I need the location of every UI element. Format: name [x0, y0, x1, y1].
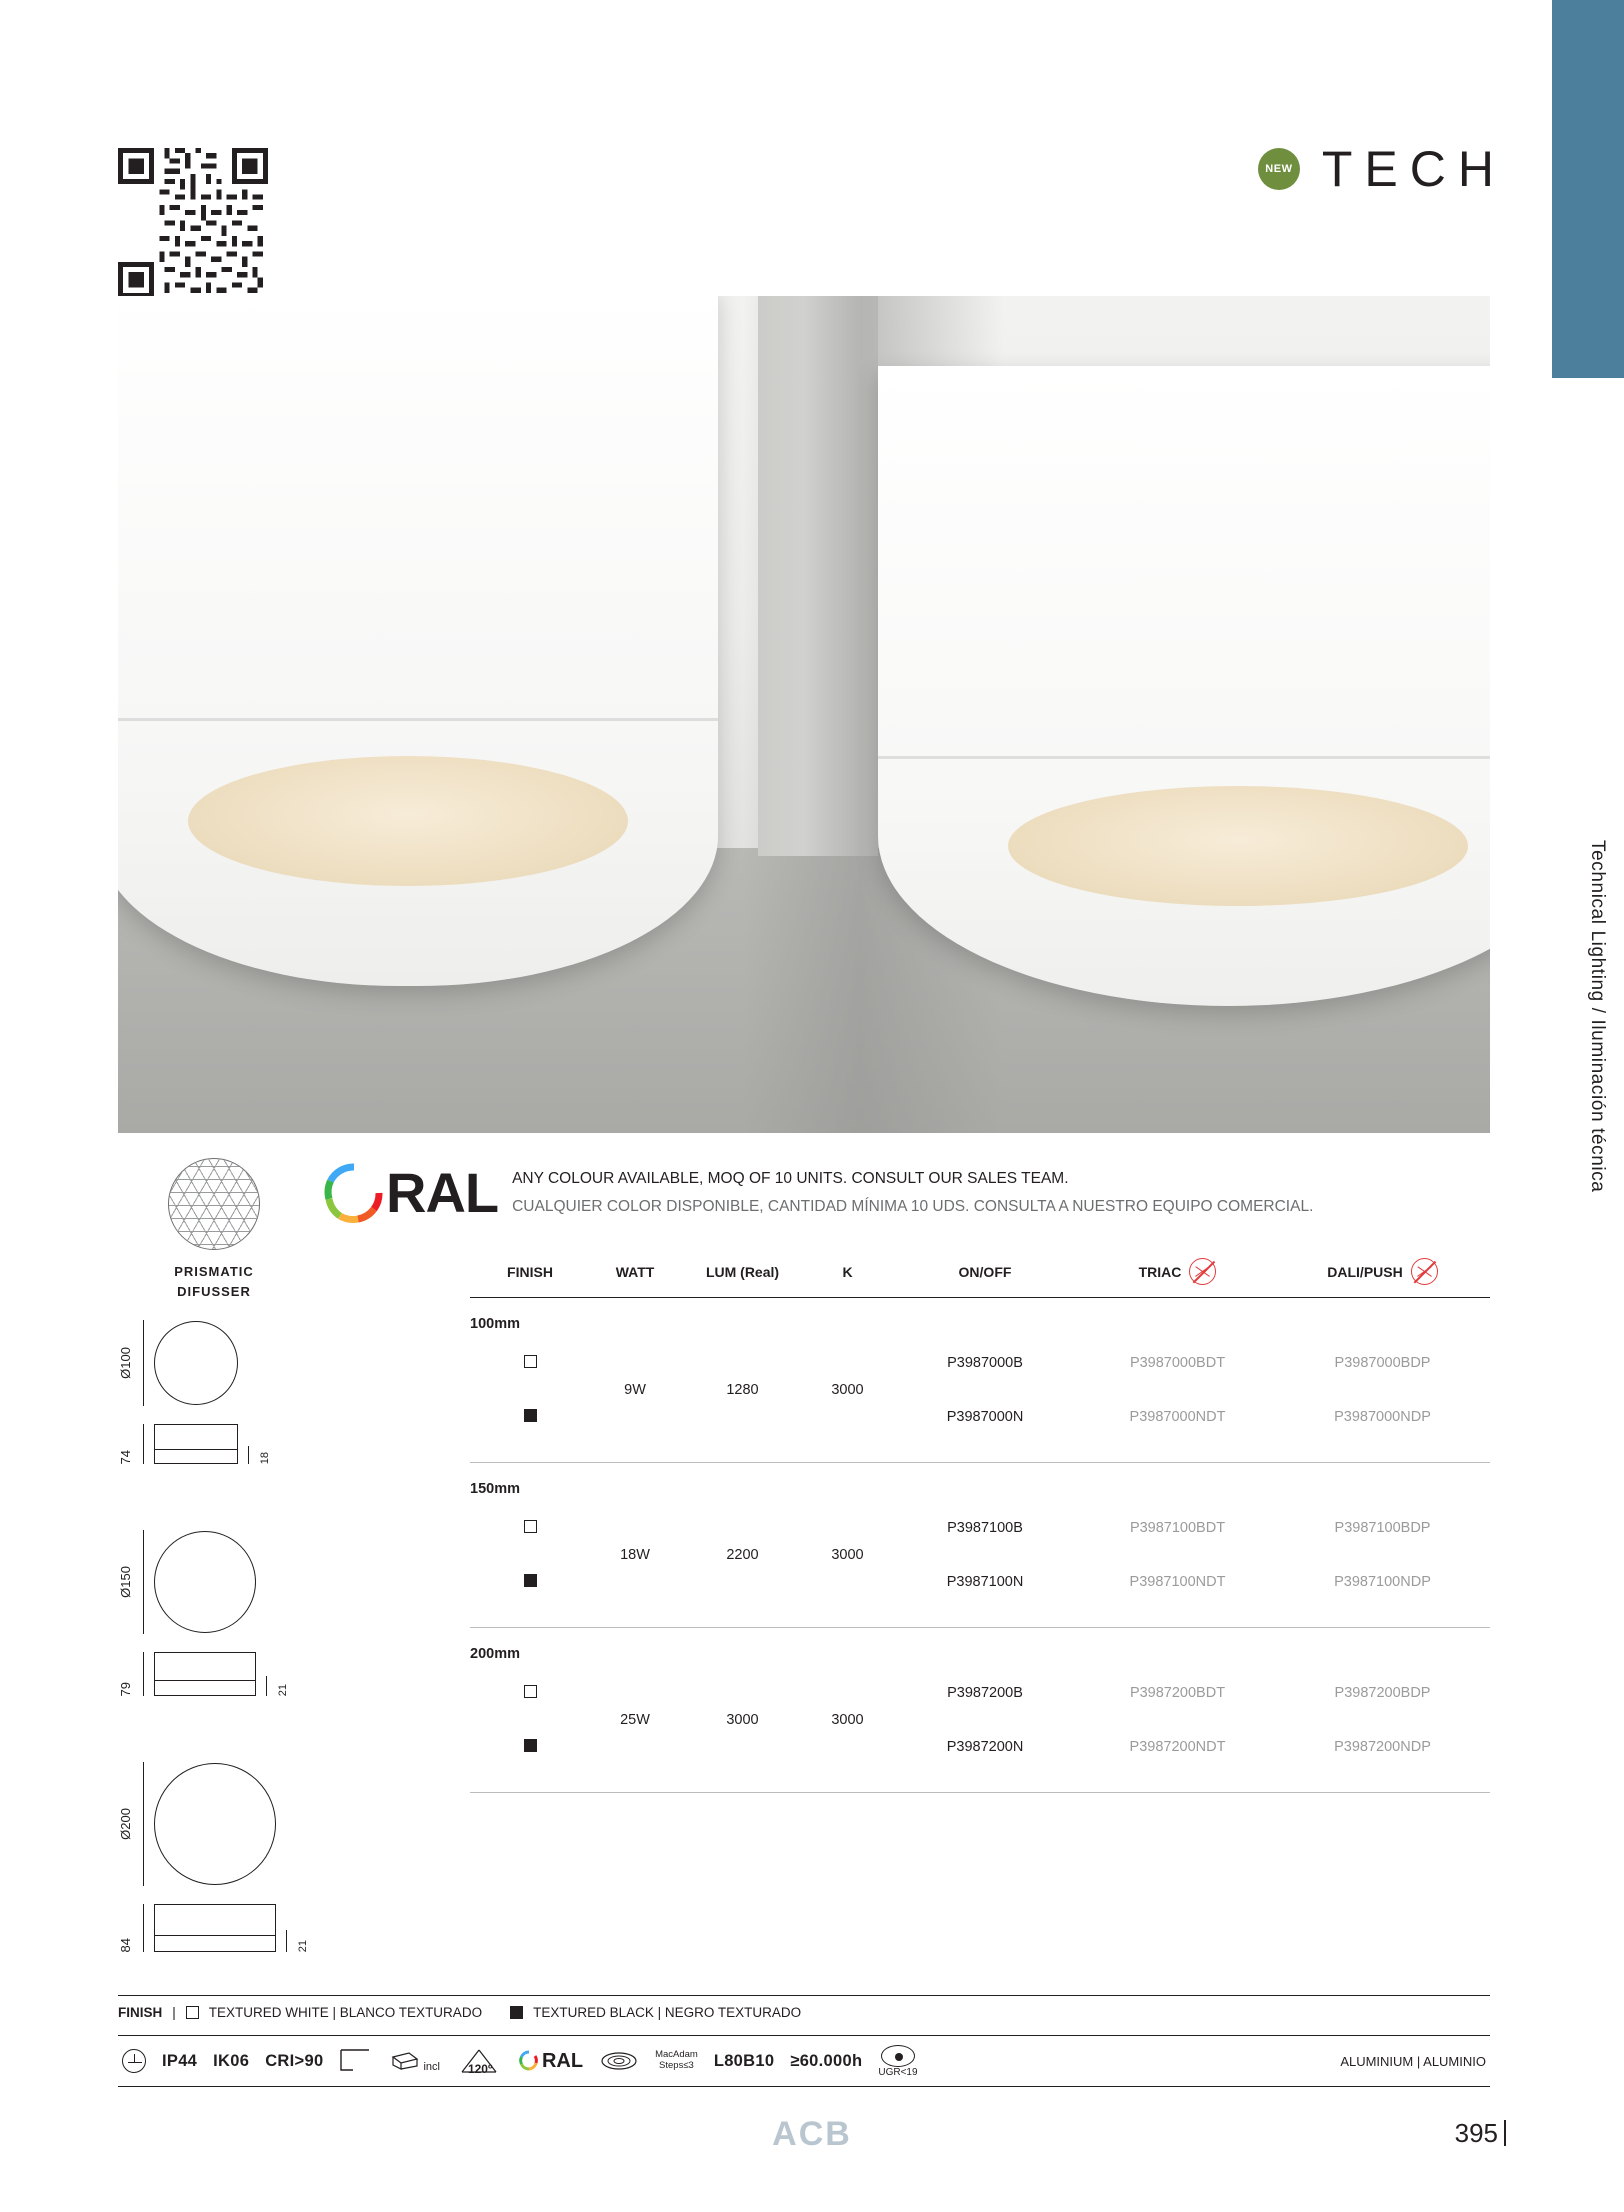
k-100: 3000 [831, 1382, 864, 1398]
finish-swatch-open [470, 1685, 590, 1702]
dim-top-view-150 [154, 1531, 256, 1633]
side-section-label: Technical Lighting / Iluminación técnica [1587, 840, 1608, 1193]
dimension-group-200 [118, 1762, 448, 1952]
no-dali-icon [1411, 1258, 1438, 1285]
page-header [1258, 140, 1506, 198]
dim-depth-label-100: 18 [259, 1451, 271, 1464]
th-triac-label: TRIAC [1138, 1263, 1182, 1280]
code-dali[interactable]: P3987100BDP [1334, 1520, 1431, 1536]
ugr-eye-icon [881, 2045, 915, 2067]
lum-150: 2200 [726, 1547, 759, 1563]
dimension-group-150 [118, 1530, 448, 1696]
dim-depth-label-150: 21 [277, 1683, 289, 1696]
spec-cri: CRI>90 [265, 2051, 324, 2070]
code-triac[interactable]: P3987100BDT [1129, 1520, 1226, 1536]
spec-beam: 120º [467, 2062, 493, 2076]
new-badge: NEW [1258, 148, 1300, 190]
th-triac [1080, 1258, 1275, 1285]
specs-bar [118, 2035, 1490, 2087]
dim-height-label-150: 79 [118, 1681, 133, 1696]
code-triac[interactable]: P3987200BDT [1129, 1685, 1226, 1701]
ral-wordmark: RAL [386, 1161, 499, 1224]
spec-incl: incl [423, 2061, 440, 2073]
page-title: TECH [1321, 141, 1506, 197]
prismatic-icon [168, 1158, 260, 1250]
finish-legend-label: FINISH [118, 2005, 163, 2020]
code-dali[interactable]: P3987000NDP [1334, 1409, 1431, 1425]
lamp-right-band [878, 756, 1490, 759]
dim-side-view-200 [154, 1904, 276, 1952]
table-row [470, 1336, 1490, 1390]
table-row [470, 1666, 1490, 1720]
spec-hours: ≥60.000h [790, 2051, 863, 2070]
no-triac-icon [1189, 1258, 1216, 1285]
group-name-200: 200mm [470, 1646, 520, 1662]
dim-top-view-200 [154, 1763, 276, 1885]
k-200: 3000 [831, 1712, 864, 1728]
dim-depth-label-200: 21 [297, 1939, 309, 1952]
dim-side-view-150 [154, 1652, 256, 1696]
spec-macadam-1: MacAdam [655, 2049, 698, 2061]
finish-legend-sep: | [172, 2005, 176, 2020]
k-150: 3000 [831, 1547, 864, 1563]
lamp-left-diffuser [188, 756, 628, 886]
driver-included-icon [389, 2049, 421, 2073]
lamp-left [118, 296, 718, 986]
dim-diameter-label-150: Ø150 [118, 1566, 133, 1598]
table-row [470, 1390, 1490, 1444]
finish-swatch-filled [470, 1574, 590, 1591]
ral-color-wheel-icon [322, 1161, 386, 1225]
th-dali-label: DALI/PUSH [1327, 1263, 1403, 1280]
code-onoff[interactable]: P3987100N [946, 1574, 1024, 1590]
code-dali[interactable]: P3987200BDP [1334, 1685, 1431, 1701]
prismatic-label-1: PRISMATIC [174, 1264, 254, 1279]
dim-height-label-100: 74 [118, 1449, 133, 1464]
finish-swatch-filled [470, 1739, 590, 1756]
ral-text-es: CUALQUIER COLOR DISPONIBLE, CANTIDAD MÍNIMA 10 UDS. CONSULTA A NUESTRO EQUIPO COMERCIAL. [512, 1197, 1314, 1215]
watt-100: 9W [624, 1382, 646, 1398]
ral-text-en: ANY COLOUR AVAILABLE, MOQ OF 10 UNITS. CONSULT OUR SALES TEAM. [512, 1170, 1069, 1188]
code-onoff[interactable]: P3987200N [946, 1739, 1024, 1755]
table-row [470, 1501, 1490, 1555]
code-onoff[interactable]: P3987100B [947, 1520, 1023, 1536]
lamp-right [878, 366, 1490, 1006]
ral-note [322, 1160, 1313, 1225]
code-triac[interactable]: P3987100NDT [1129, 1574, 1226, 1590]
dimension-drawings [118, 1320, 448, 2018]
product-table [470, 1258, 1490, 1793]
code-dali[interactable]: P3987000BDP [1334, 1355, 1431, 1371]
lamp-left-band [118, 718, 718, 721]
dim-height-label-200: 84 [118, 1937, 133, 1952]
brand-logo: ACB [772, 2115, 852, 2153]
macadam-icon [599, 2049, 639, 2073]
ral-logo [322, 1160, 498, 1225]
table-header-row [470, 1258, 1490, 1297]
finish-swatch-filled [470, 1409, 590, 1426]
finish-swatch-open [470, 1520, 590, 1537]
watt-200: 25W [620, 1712, 650, 1728]
spec-ip: IP44 [162, 2051, 198, 2070]
beam-angle-icon [456, 2046, 502, 2076]
finish-swatch-filled-legend [510, 2006, 523, 2019]
code-onoff[interactable]: P3987000B [947, 1355, 1023, 1371]
earth-class-icon [122, 2049, 146, 2073]
th-lum: LUM (Real) [705, 1263, 780, 1280]
table-group-200 [470, 1628, 1490, 1774]
dim-diameter-label-100: Ø100 [118, 1347, 133, 1379]
product-photo [118, 296, 1490, 1133]
spec-material: ALUMINIUM | ALUMINIO [1340, 2053, 1486, 2069]
code-triac[interactable]: P3987000NDT [1129, 1409, 1226, 1425]
th-k: K [842, 1263, 853, 1280]
surface-mount-icon [339, 2048, 373, 2074]
code-onoff[interactable]: P3987200B [947, 1685, 1023, 1701]
group-name-150: 150mm [470, 1481, 520, 1497]
prismatic-label-2: DIFUSSER [177, 1283, 251, 1299]
watt-150: 18W [620, 1547, 650, 1563]
finish-swatch-open-legend [186, 2006, 199, 2019]
page-number: 395 [1455, 2118, 1506, 2149]
code-onoff[interactable]: P3987000N [946, 1409, 1024, 1425]
th-onoff: ON/OFF [958, 1263, 1012, 1280]
spec-ik: IK06 [213, 2051, 250, 2070]
finish-legend [118, 1995, 1490, 2020]
code-dali[interactable]: P3987200NDP [1334, 1739, 1431, 1755]
spec-ral: RAL [541, 2049, 584, 2072]
table-row [470, 1555, 1490, 1609]
dimension-group-100 [118, 1320, 448, 1464]
group-name-100: 100mm [470, 1316, 520, 1332]
lum-100: 1280 [726, 1382, 759, 1398]
lum-200: 3000 [726, 1712, 759, 1728]
code-dali[interactable]: P3987100NDP [1334, 1574, 1431, 1590]
qr-code[interactable] [118, 148, 268, 298]
dim-side-view-100 [154, 1424, 238, 1464]
spec-macadam-2: Steps≤3 [659, 2060, 694, 2071]
th-finish: FINISH [507, 1263, 553, 1280]
page-accent-tab [1552, 0, 1624, 378]
finish-swatch-open [470, 1355, 590, 1372]
table-group-100 [470, 1298, 1490, 1444]
table-row [470, 1720, 1490, 1774]
finish-legend-white: TEXTURED WHITE | BLANCO TEXTURADO [208, 2005, 483, 2020]
code-triac[interactable]: P3987200NDT [1129, 1739, 1226, 1755]
dim-diameter-label-200: Ø200 [118, 1808, 133, 1840]
code-triac[interactable]: P3987000BDT [1129, 1355, 1226, 1371]
spec-l80: L80B10 [713, 2051, 775, 2070]
dim-top-view-100 [154, 1321, 238, 1405]
lamp-right-diffuser [1008, 786, 1468, 906]
th-dali [1275, 1258, 1490, 1285]
table-group-150 [470, 1463, 1490, 1609]
th-watt: WATT [615, 1263, 655, 1280]
ral-mini-icon [518, 2049, 540, 2073]
finish-legend-black: TEXTURED BLACK | NEGRO TEXTURADO [533, 2005, 802, 2020]
prismatic-diffuser-icon-block [134, 1158, 294, 1301]
spec-ugr: UGR<19 [878, 2066, 918, 2078]
